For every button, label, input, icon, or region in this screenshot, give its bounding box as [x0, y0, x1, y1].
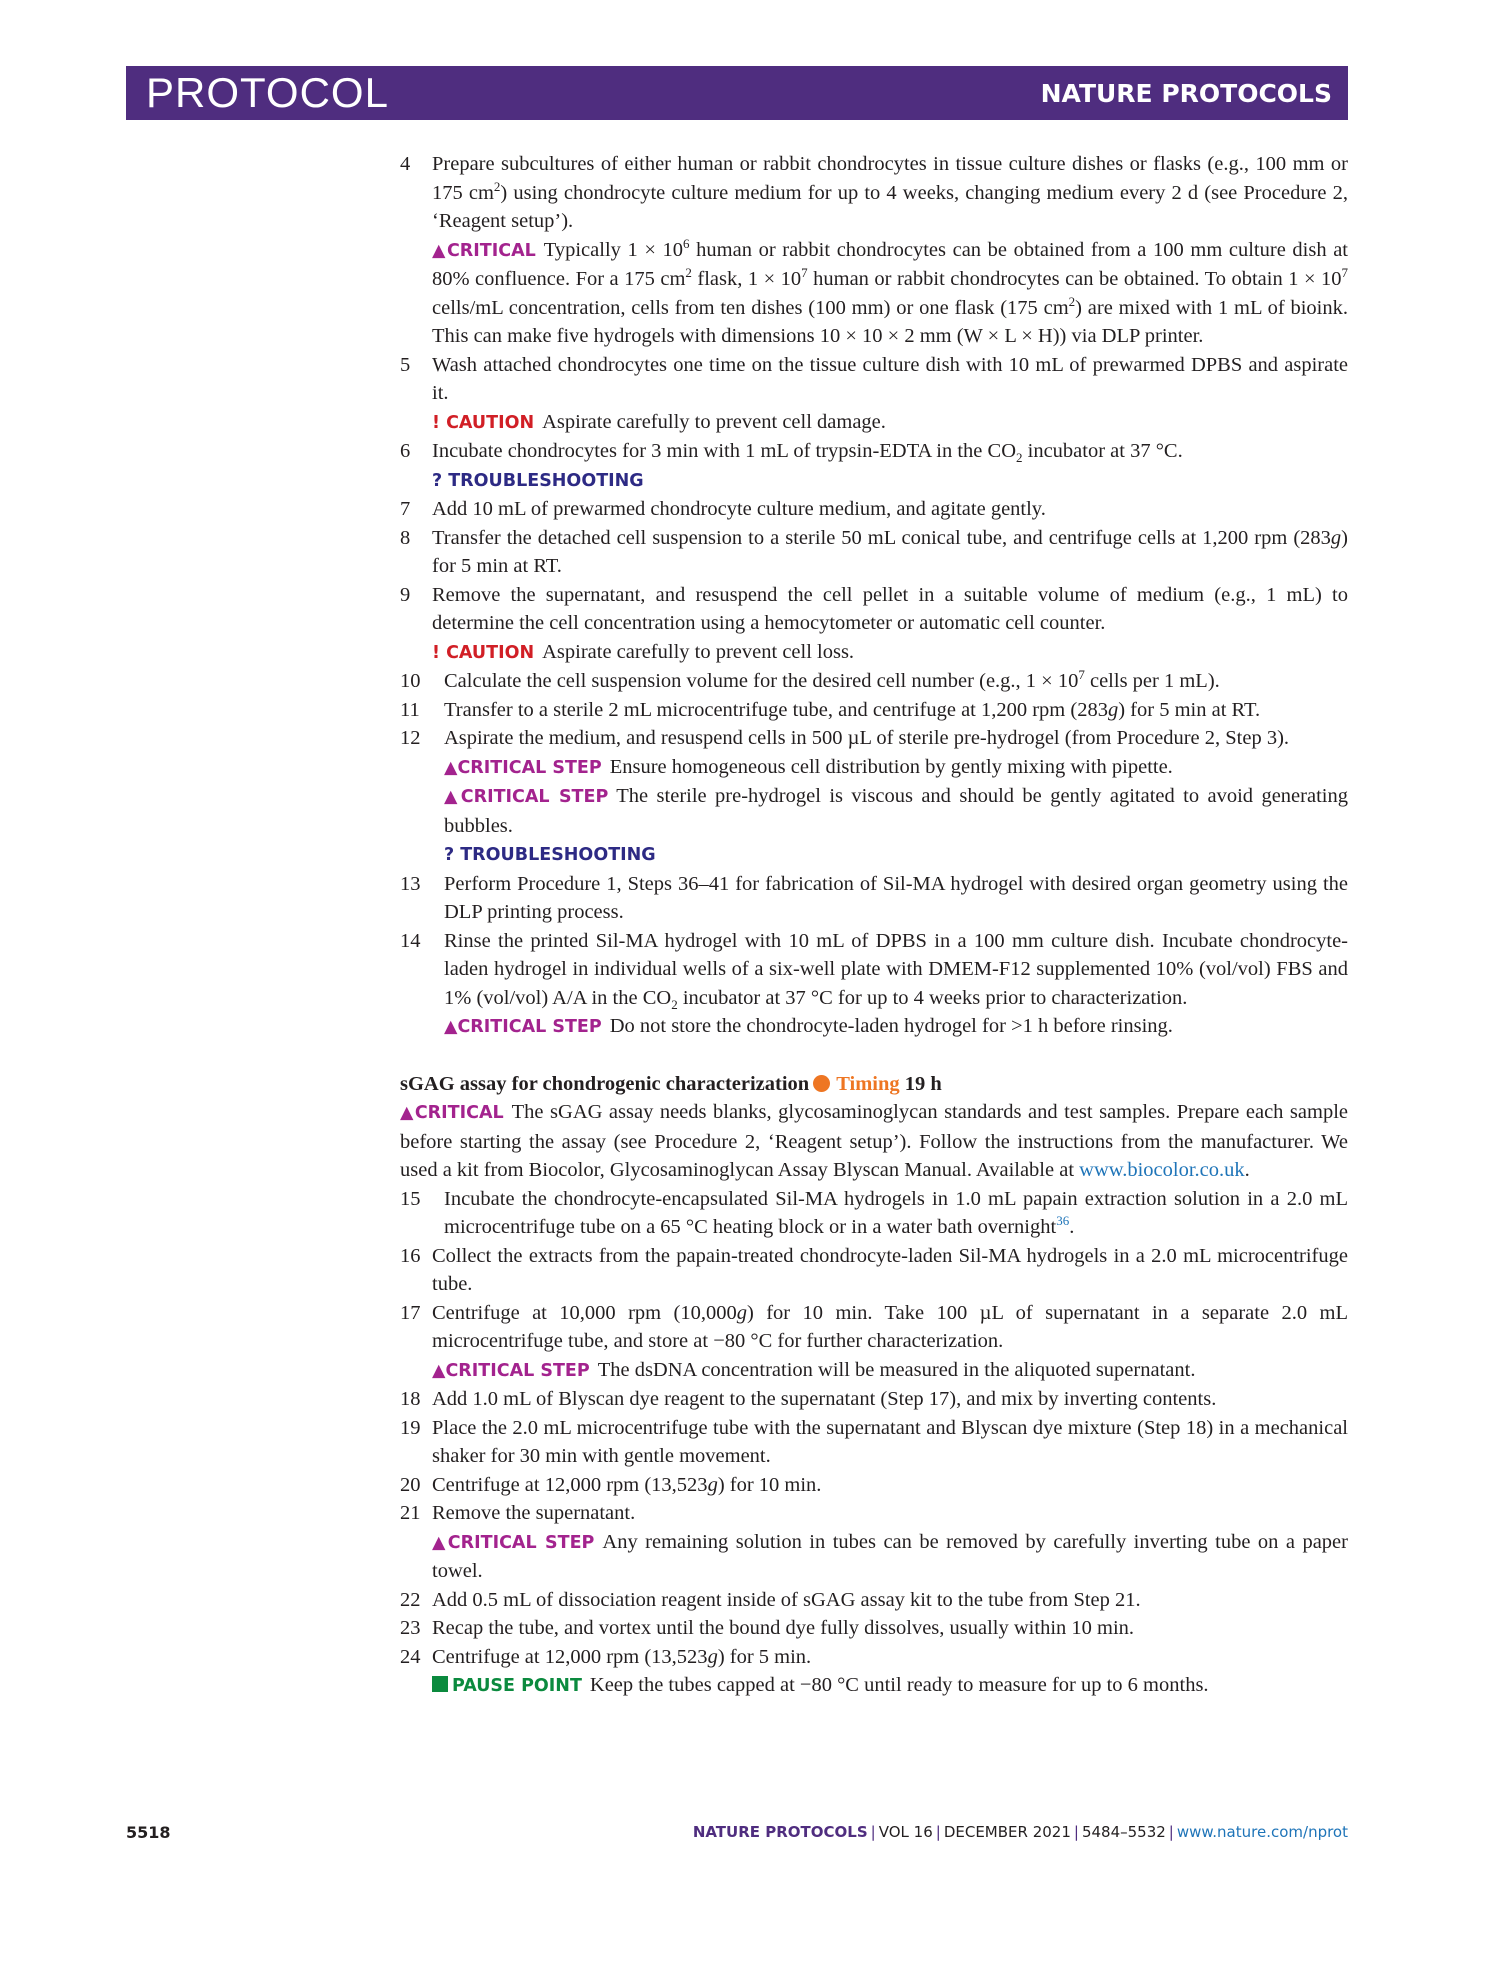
step-text: Wash attached chondrocytes one time on the tissue culture dish with 10 mL of prewarmed DPBS and aspirate it. [432, 353, 1348, 404]
step-16 [400, 1242, 1348, 1299]
step-number: 13 [400, 872, 421, 895]
step-text: Remove the supernatant. [432, 1502, 636, 1524]
step-number: 22 [400, 1588, 421, 1611]
step-9 [400, 581, 1348, 668]
step-number: 17 [400, 1301, 421, 1324]
critical-step-label: ▲CRITICAL STEP [444, 757, 602, 778]
step-23 [400, 1614, 1348, 1643]
troubleshooting-label: ? TROUBLESHOOTING [432, 470, 644, 491]
step-number: 6 [400, 440, 411, 462]
caution-note: ! CAUTION Aspirate carefully to prevent cell damage. [432, 410, 886, 433]
step-21 [400, 1499, 1348, 1586]
troubleshooting-label: ? TROUBLESHOOTING [444, 845, 656, 865]
step-text: Recap the tube, and vortex until the bound dye fully dissolves, usually within 10 min. [432, 1617, 1135, 1639]
step-text: Add 1.0 mL of Blyscan dye reagent to the supernatant (Step 17), and mix by inverting contents. [432, 1388, 1217, 1410]
step-15 [400, 1185, 1348, 1242]
critical-step-note: ▲CRITICAL STEP Ensure homogeneous cell distribution by gently mixing with pipette. [444, 755, 1173, 778]
step-19 [400, 1414, 1348, 1471]
step-text: Incubate the chondrocyte-encapsulated Sil-MA hydrogels in 1.0 mL papain extraction solution in a 2.0 mL microcentrifuge tube on a 65 °C heating block or in a water bath overnight$^{36}$. [444, 1187, 1348, 1238]
step-number: 11 [400, 698, 420, 721]
step-number: 4 [400, 153, 411, 175]
step-22 [400, 1586, 1348, 1615]
step-number: 23 [400, 1617, 421, 1639]
critical-step-note: ▲CRITICAL STEP The dsDNA concentration will be measured in the aliquoted supernatant. [432, 1358, 1196, 1381]
step-5 [400, 351, 1348, 438]
critical-label: ▲CRITICAL [400, 1103, 504, 1123]
step-number: 20 [400, 1473, 421, 1496]
caution-label: ! CAUTION [432, 412, 535, 433]
critical-step-note: ▲CRITICAL STEP The sterile pre-hydrogel is viscous and should be gently agitated to avoid generating bubbles. [444, 785, 1348, 837]
footer-date: DECEMBER 2021 [943, 1823, 1071, 1841]
header-journal-name: NATURE PROTOCOLS [1040, 79, 1332, 108]
caution-label: ! CAUTION [432, 642, 535, 663]
timing-label: Timing [836, 1072, 900, 1095]
step-text: Incubate chondrocytes for 3 min with 1 mL of trypsin-EDTA in the $CO_2$ incubator at 37 °C. [432, 440, 1183, 466]
footer-pages: 5484–5532 [1081, 1823, 1166, 1841]
pause-point-note: PAUSE POINT Keep the tubes capped at −80 °C until ready to measure for up to 6 months. [432, 1671, 1348, 1701]
reference-link[interactable]: 36 [1056, 1213, 1070, 1229]
step-text: Transfer the detached cell suspension to a sterile 50 mL conical tube, and centrifuge cells at 1,200 rpm (283g) for 5 min at RT. [432, 526, 1348, 577]
critical-step-note: ▲CRITICAL STEP Do not store the chondrocyte-laden hydrogel for >1 h before rinsing. [444, 1015, 1173, 1037]
step-11 [400, 696, 1348, 725]
step-text: Rinse the printed Sil-MA hydrogel with 10 mL of DPBS in a 100 mm culture dish. Incubate chondrocyte-laden hydrogel in individual wells of a six-well plate with DMEM-F12 supplemented 10% (vol/vol) FBS and 1% (vol/vol) A/A in the $CO_2$ incubator at 37 °C for up to 4 weeks prior to characterization. [444, 929, 1348, 1012]
step-7 [400, 495, 1348, 524]
pause-square-icon [432, 1676, 448, 1692]
step-number: 12 [400, 727, 421, 749]
step-text: Collect the extracts from the papain-treated chondrocyte-laden Sil-MA hydrogels in a 2.0 mL microcentrifuge tube. [432, 1244, 1348, 1295]
step-text: Perform Procedure 1, Steps 36–41 for fabrication of Sil-MA hydrogel with desired organ geometry using the DLP printing process. [444, 872, 1348, 923]
step-14 [400, 927, 1348, 1042]
header-banner [126, 66, 1348, 120]
step-text: Calculate the cell suspension volume for the desired cell number (e.g., $1 \times 10^7$ cells per 1 mL). [444, 667, 1220, 692]
step-18 [400, 1385, 1348, 1414]
critical-step-label: ▲CRITICAL STEP [444, 1017, 602, 1037]
critical-step-label: ▲CRITICAL STEP [444, 787, 609, 807]
timing-value: 19 h [904, 1072, 942, 1095]
critical-step-label: ▲CRITICAL STEP [432, 1532, 595, 1553]
step-number: 9 [400, 583, 411, 606]
biocolor-link[interactable]: www.biocolor.co.uk [1079, 1159, 1245, 1181]
troubleshooting-note [432, 466, 1348, 496]
section-title: sGAG assay for chondrogenic characterization [400, 1072, 810, 1095]
footer-url-link[interactable]: www.nature.com/nprot [1176, 1823, 1348, 1841]
step-number: 18 [400, 1388, 421, 1410]
step-text: Centrifuge at 12,000 rpm (13,523g) for 10 min. [432, 1473, 822, 1496]
section-heading [400, 1070, 1348, 1099]
step-8 [400, 524, 1348, 581]
step-number: 5 [400, 353, 411, 376]
step-text: Transfer to a sterile 2 mL microcentrifuge tube, and centrifuge at 1,200 rpm (283g) for 5 min at RT. [444, 698, 1261, 721]
footer-journal: NATURE PROTOCOLS [692, 1823, 868, 1841]
timing-clock-icon [813, 1075, 830, 1092]
step-number: 16 [400, 1244, 421, 1267]
step-text: Centrifuge at 12,000 rpm (13,523g) for 5 min. [432, 1645, 812, 1668]
main-content [400, 150, 1348, 1701]
step-number: 24 [400, 1645, 421, 1668]
step-4 [400, 150, 1348, 351]
step-number: 15 [400, 1187, 421, 1210]
critical-step-label: ▲CRITICAL STEP [432, 1360, 590, 1381]
step-text: Aspirate the medium, and resuspend cells in 500 µL of sterile pre-hydrogel (from Procedure 2, Step 3). [444, 727, 1290, 749]
step-number: 8 [400, 526, 411, 549]
step-text: Place the 2.0 mL microcentrifuge tube with the supernatant and Blyscan dye mixture (Step 18) in a mechanical shaker for 30 min with gentle movement. [432, 1416, 1348, 1467]
footer-citation: NATURE PROTOCOLS | VOL 16 | DECEMBER 2021 | 5484–5532 | www.nature.com/nprot [692, 1823, 1348, 1841]
step-number: 14 [400, 929, 421, 952]
critical-step-note: ▲CRITICAL STEP Any remaining solution in tubes can be removed by carefully inverting tube on a paper towel. [432, 1530, 1348, 1582]
step-text: Centrifuge at 10,000 rpm (10,000g) for 10 min. Take 100 µL of supernatant in a separate 2.0 mL microcentrifuge tube, and store at −80 °C for further characterization. [432, 1301, 1348, 1352]
step-24 [400, 1643, 1348, 1701]
critical-label: ▲CRITICAL [432, 240, 536, 261]
section-critical-note: ▲CRITICAL The sGAG assay needs blanks, glycosaminoglycan standards and test samples. Prepare each sample before starting the assay (see Procedure 2, ‘Reagent setup’). Follow the instructions from the manufacturer. We used a kit from Biocolor, Glycosaminoglycan Assay Blyscan Manual. Available at www.biocolor.co.uk. [400, 1101, 1348, 1181]
critical-note: ▲CRITICAL Typically $1 \times 10^6$ human or rabbit chondrocytes can be obtained from a 100 mm culture dish at 80% confluence. For a 175 $cm^2$ flask, $1 \times 10^7$ human or rabbit chondrocytes can be obtained. To obtain $1 \times 10^7$ cells/mL concentration, cells from ten dishes (100 mm) or one flask (175 $cm^2$) are mixed with 1 mL of bioink. This can make five hydrogels with dimensions 10 × 10 × 2 mm (W × L × H)) via DLP printer. [432, 235, 1348, 347]
step-17 [400, 1299, 1348, 1386]
step-text: Add 10 mL of prewarmed chondrocyte culture medium, and agitate gently. [432, 498, 1046, 520]
step-6 [400, 437, 1348, 495]
step-number: 21 [400, 1502, 421, 1524]
header-section-label: PROTOCOL [146, 69, 389, 116]
step-text: Add 0.5 mL of dissociation reagent inside of sGAG assay kit to the tube from Step 21. [432, 1588, 1141, 1611]
step-13 [400, 870, 1348, 927]
step-12 [400, 724, 1348, 870]
troubleshooting-note [444, 840, 1348, 870]
caution-note: ! CAUTION Aspirate carefully to prevent cell loss. [432, 640, 855, 663]
step-number: 7 [400, 498, 411, 520]
step-10 [400, 667, 1348, 696]
page-number: 5518 [126, 1823, 171, 1842]
step-text: Remove the supernatant, and resuspend the cell pellet in a suitable volume of medium (e.g., 1 mL) to determine the cell concentration using a hemocytometer or automatic cell counter. [432, 583, 1348, 634]
step-number: 19 [400, 1416, 421, 1439]
step-20 [400, 1471, 1348, 1500]
footer-volume: VOL 16 [878, 1823, 933, 1841]
step-number: 10 [400, 670, 421, 692]
step-text: Prepare subcultures of either human or rabbit chondrocytes in tissue culture dishes or flasks (e.g., 100 mm or 175 $cm^2$) using chondrocyte culture medium for up to 4 weeks, changing medium every 2 d (see Procedure 2, ‘Reagent setup’). [432, 153, 1348, 232]
pause-point-label: PAUSE POINT [452, 1676, 582, 1696]
